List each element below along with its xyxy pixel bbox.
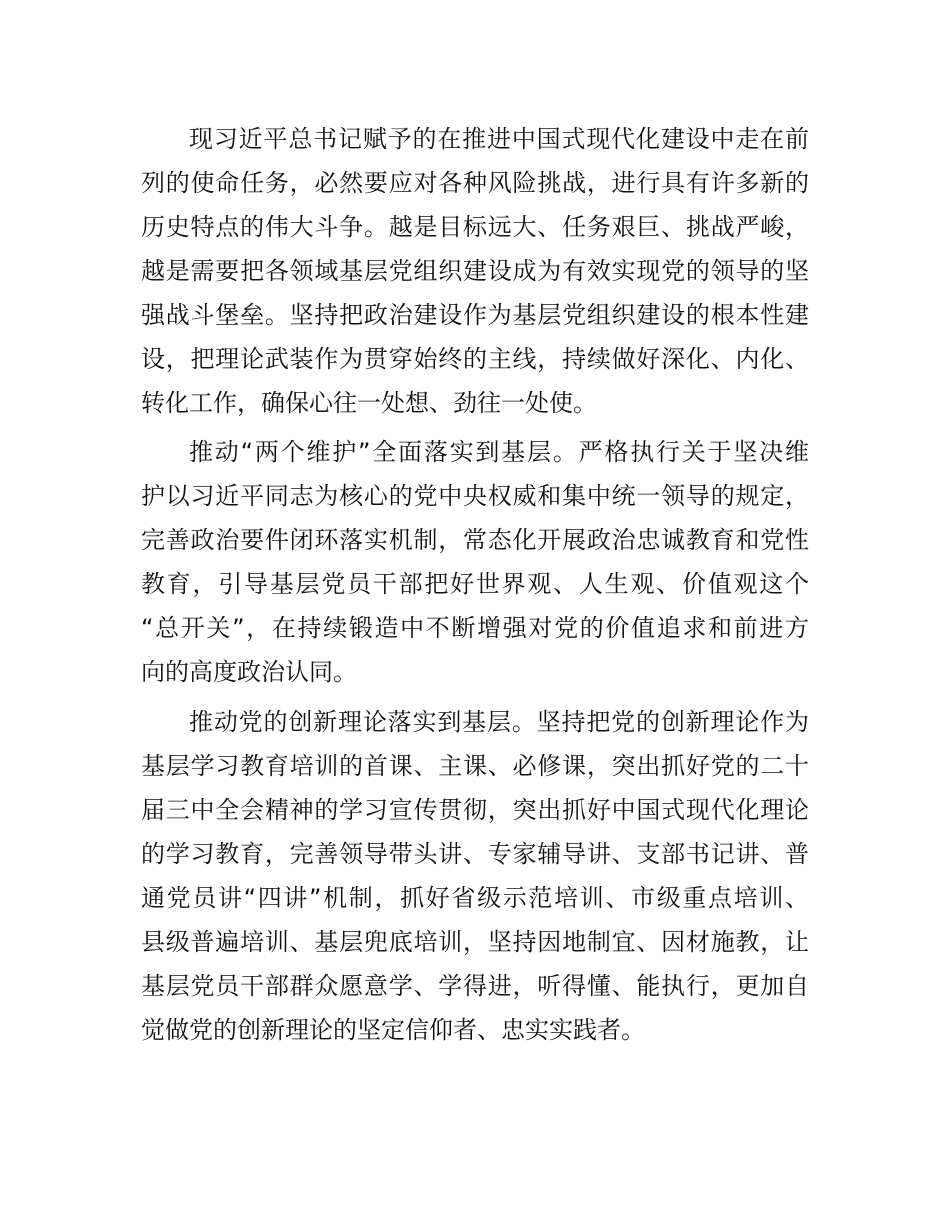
paragraph-1-line-4: 越是需要把各领域基层党组织建设成为有效实现党的领导的坚 (141, 257, 809, 285)
paragraph-2-line-1: 推动“两个维护”全面落实到基层。严格执行关于坚决维 (189, 438, 809, 466)
paragraph-3-line-5: 通党员讲“四讲”机制，抓好省级示范培训、市级重点培训、 (141, 884, 809, 912)
paragraph-3-line-1: 推动党的创新理论落实到基层。坚持把党的创新理论作为 (189, 708, 809, 736)
paragraph-3-line-7: 基层党员干部群众愿意学、学得进，听得懂、能执行，更加自 (141, 972, 809, 1000)
paragraph-1-line-1: 现习近平总书记赋予的在推进中国式现代化建设中走在前 (189, 125, 809, 153)
paragraph-2-line-4: 教育，引导基层党员干部把好世界观、人生观、价值观这个 (141, 570, 809, 598)
paragraph-2-line-3: 完善政治要件闭环落实机制，常态化开展政治忠诚教育和党性 (141, 526, 809, 554)
paragraph-2-line-5: “总开关”，在持续锻造中不断增强对党的价值追求和前进方 (141, 614, 809, 642)
paragraph-1-line-2: 列的使命任务，必然要应对各种风险挑战，进行具有许多新的 (141, 169, 809, 197)
paragraph-2-line-6: 向的高度政治认同。 (141, 658, 357, 686)
paragraph-3-line-6: 县级普遍培训、基层兜底培训，坚持因地制宜、因材施教，让 (141, 928, 809, 956)
paragraph-1-line-3: 历史特点的伟大斗争。越是目标远大、任务艰巨、挑战严峻， (141, 213, 809, 241)
paragraph-3-line-3: 届三中全会精神的学习宣传贯彻，突出抓好中国式现代化理论 (141, 796, 809, 824)
paragraph-3-line-2: 基层学习教育培训的首课、主课、必修课，突出抓好党的二十 (141, 752, 809, 780)
paragraph-1-line-6: 设，把理论武装作为贯穿始终的主线，持续做好深化、内化、 (141, 345, 809, 373)
paragraph-3-line-4: 的学习教育，完善领导带头讲、专家辅导讲、支部书记讲、普 (141, 840, 809, 868)
paragraph-1-line-5: 强战斗堡垒。坚持把政治建设作为基层党组织建设的根本性建 (141, 301, 809, 329)
paragraph-2-line-2: 护以习近平同志为核心的党中央权威和集中统一领导的规定， (141, 482, 809, 510)
paragraph-1-line-7: 转化工作，确保心往一处想、劲往一处使。 (141, 389, 597, 417)
paragraph-3-line-8: 觉做党的创新理论的坚定信仰者、忠实实践者。 (141, 1016, 645, 1044)
